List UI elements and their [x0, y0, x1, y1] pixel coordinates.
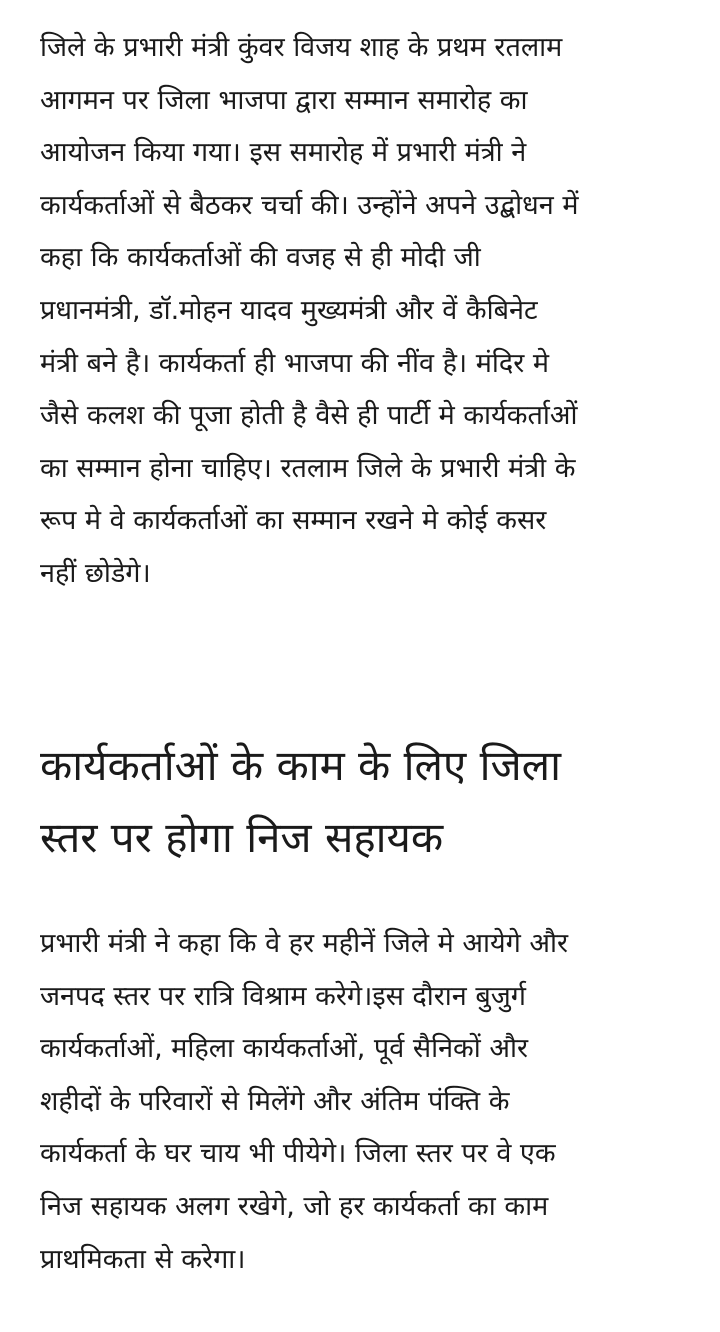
paragraph-line: नहीं छोडेगे। [40, 557, 151, 589]
paragraph-line: जनपद स्तर पर रात्रि विश्राम करेगे।इस दौरान बुजुर्ग [40, 980, 527, 1012]
paragraph-line: कार्यकर्ता के घर चाय भी पीयेगे। जिला स्तर पर वे एक [40, 1138, 556, 1170]
paragraph-line: कहा कि कार्यकर्ताओं की वजह से ही मोदी जी [40, 242, 481, 274]
paragraph-line: जैसे कलश की पूजा होती है वैसे ही पार्टी मे कार्यकर्ताओं [40, 400, 578, 432]
paragraph-line: शहीदों के परिवारों से मिलेंगे और अंतिम पंक्ति के [40, 1085, 510, 1117]
heading-line: स्तर पर होगा निज सहायक [40, 813, 444, 862]
article-paragraph [40, 22, 578, 601]
paragraph-line: प्राथमिकता से करेगा। [40, 1243, 246, 1275]
paragraph-line: आगमन पर जिला भाजपा द्वारा सम्मान समारोह का [40, 84, 528, 116]
paragraph-line: कार्यकर्ताओं, महिला कार्यकर्ताओं, पूर्व सैनिकों और [40, 1033, 529, 1065]
paragraph-line: मंत्री बने है। कार्यकर्ता ही भाजपा की नींव है। मंदिर मे [40, 347, 549, 379]
article-paragraph [40, 918, 568, 1286]
paragraph-line: निज सहायक अलग रखेगे, जो हर कार्यकर्ता का काम [40, 1190, 549, 1222]
paragraph-line: प्रभारी मंत्री ने कहा कि वे हर महीनें जिले मे आयेगे और [40, 928, 569, 959]
section-heading [40, 730, 561, 874]
paragraph-line: जिले के प्रभारी मंत्री कुंवर विजय शाह के प्रथम रतलाम [40, 32, 563, 63]
paragraph-line: प्रधानमंत्री, डॉ.मोहन यादव मुख्यमंत्री और वें कैबिनेट [40, 294, 538, 326]
paragraph-line: का सम्मान होना चाहिए। रतलाम जिले के प्रभारी मंत्री के [40, 452, 576, 484]
paragraph-line: रूप मे वे कार्यकर्ताओं का सम्मान रखने मे कोई कसर [40, 505, 547, 537]
paragraph-line: कार्यकर्ताओं से बैठकर चर्चा की। उन्होंने अपने उद्बोधन में [40, 189, 579, 221]
paragraph-line: आयोजन किया गया। इस समारोह में प्रभारी मंत्री ने [40, 137, 527, 169]
heading-line: कार्यकर्ताओं के काम के लिए जिला [40, 741, 561, 790]
